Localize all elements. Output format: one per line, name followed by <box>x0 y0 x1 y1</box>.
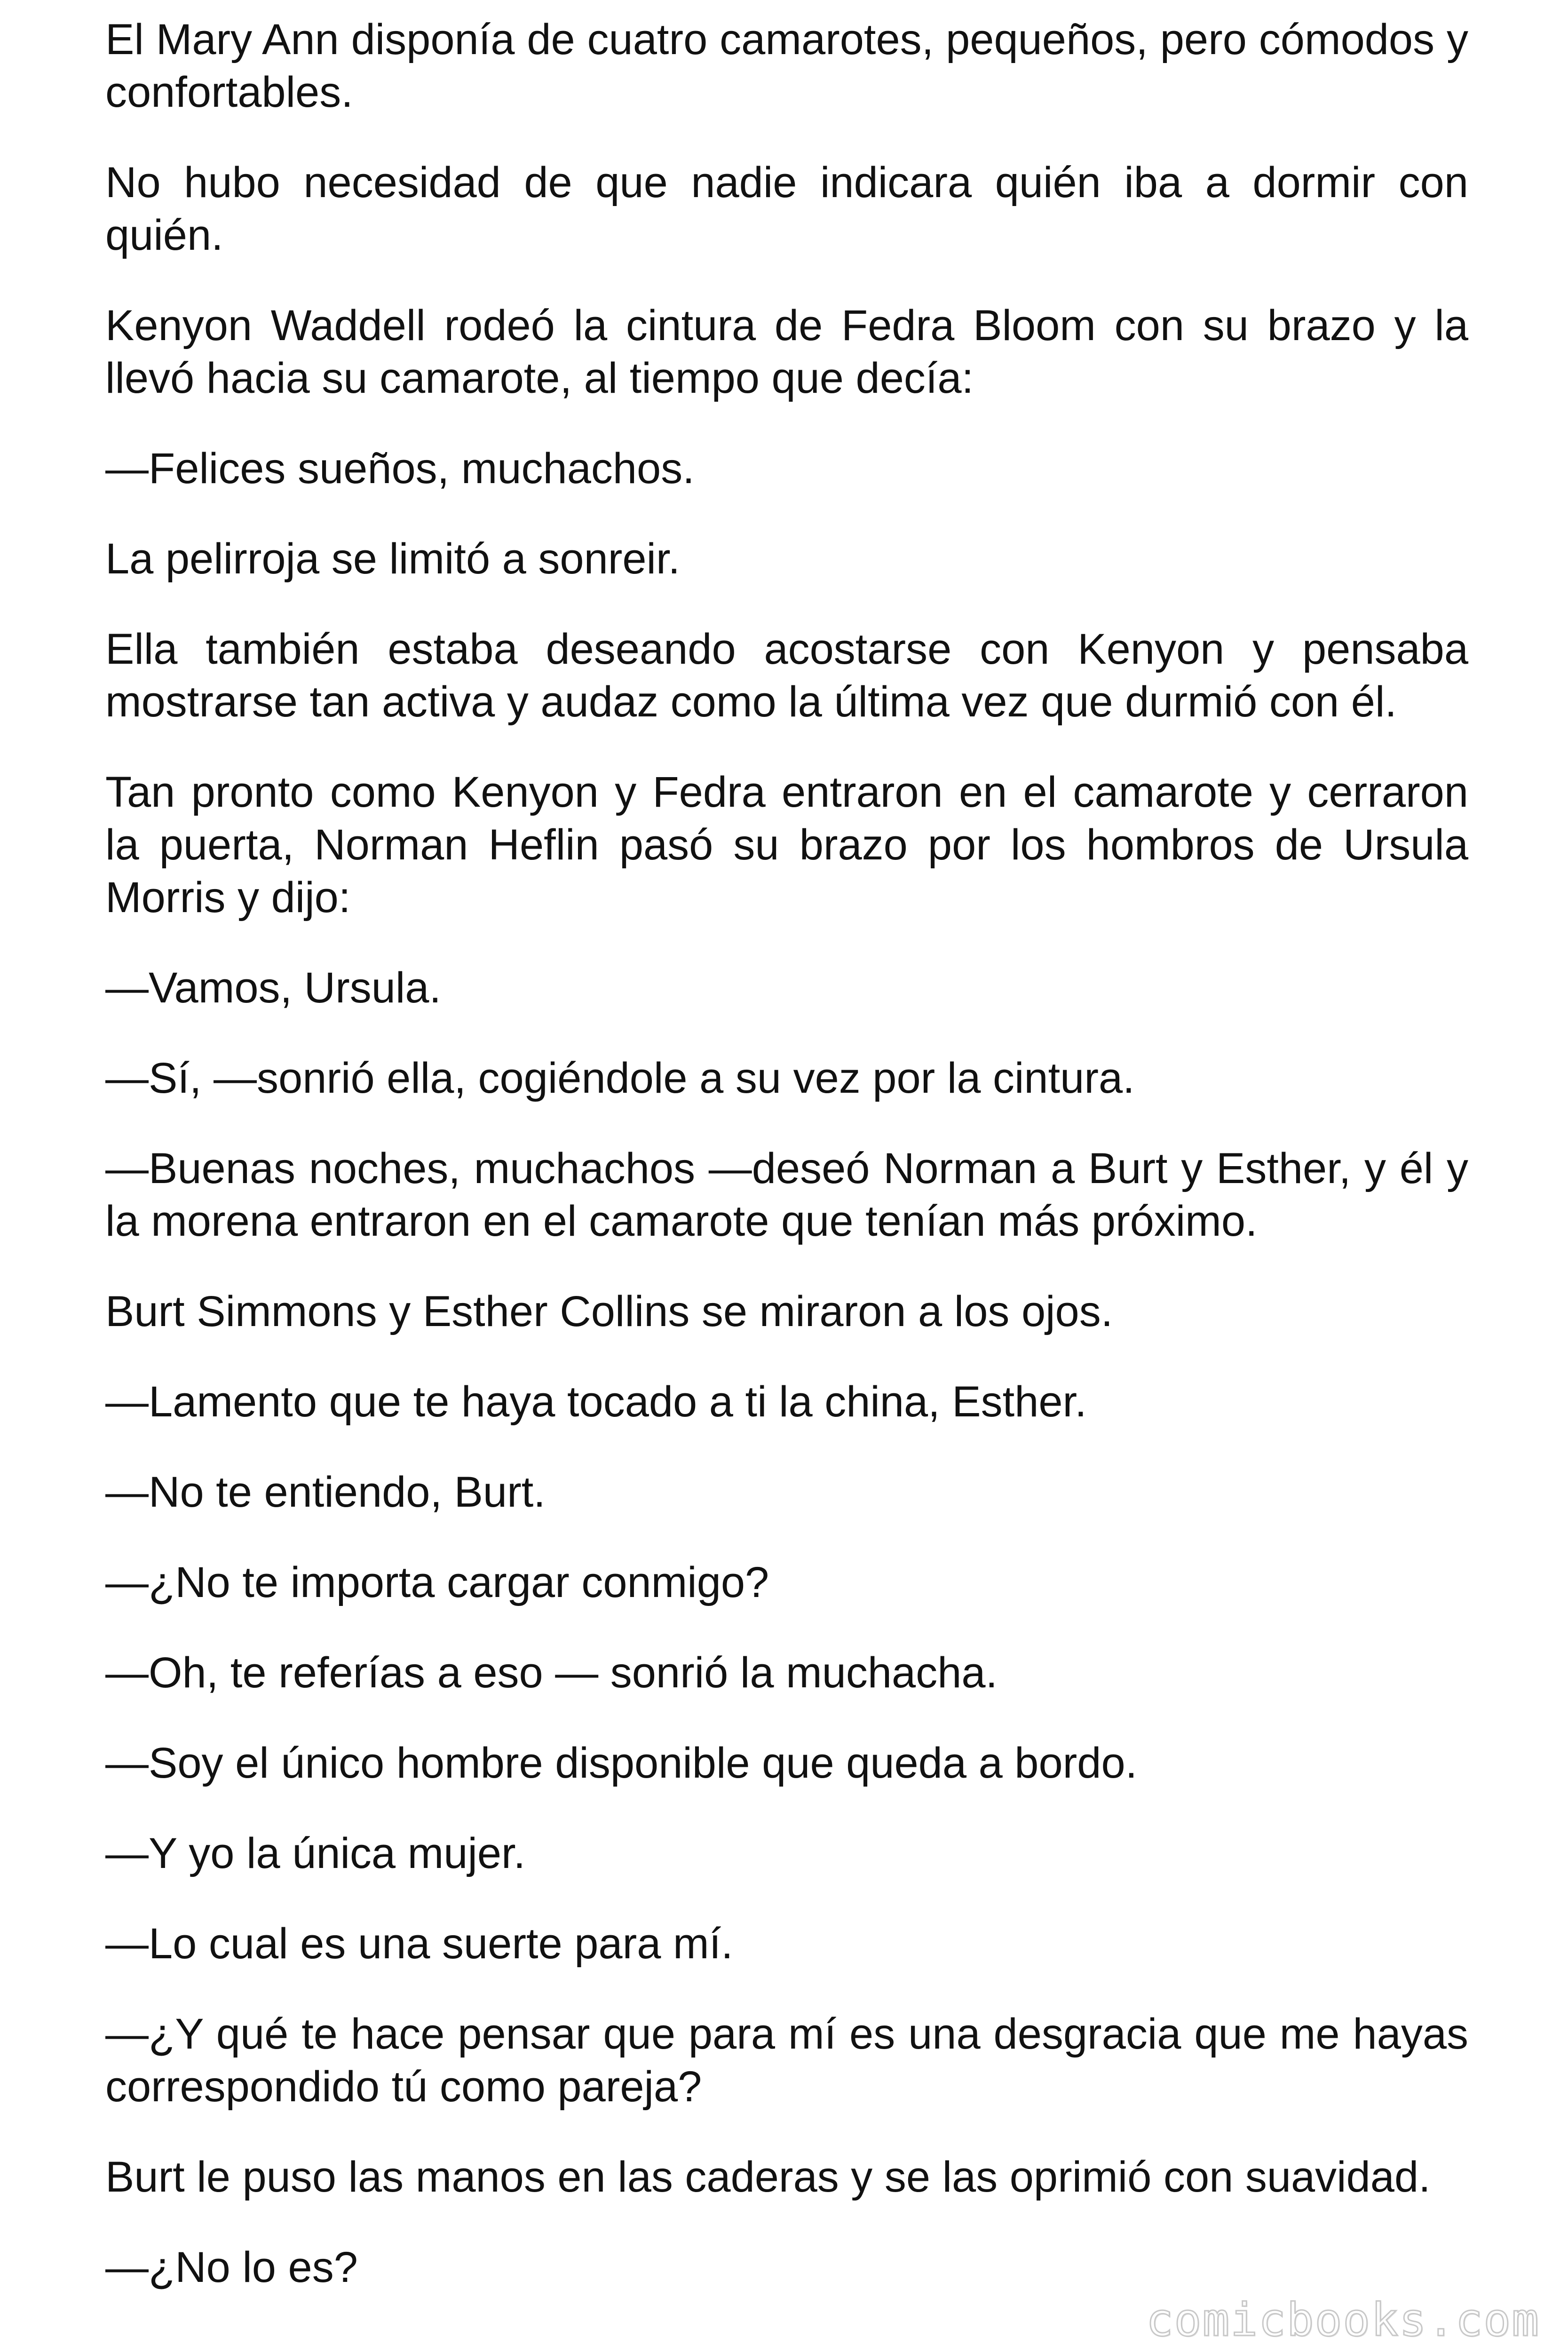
paragraph: El Mary Ann disponía de cuatro camarotes, pequeños, pero cómodos y confortables. <box>105 16 1468 116</box>
paragraph: —Y yo la única mujer. <box>105 1829 526 1877</box>
paragraph: —Soy el único hombre disponible que queda a bordo. <box>105 1739 1138 1787</box>
paragraph: Burt Simmons y Esther Collins se miraron a los ojos. <box>105 1287 1113 1335</box>
paragraph: —¿No te importa cargar conmigo? <box>105 1558 769 1606</box>
paragraph: —Vamos, Ursula. <box>105 964 442 1012</box>
paragraph: —Buenas noches, muchachos —deseó Norman a Burt y Esther, y él y la morena entraron en el camarote que tenían más próximo. <box>105 1144 1468 1245</box>
paragraph: —Lamento que te haya tocado a ti la china, Esther. <box>105 1378 1087 1426</box>
body-text <box>105 13 1468 2331</box>
paragraph: Burt le puso las manos en las caderas y se las oprimió con suavidad. <box>105 2153 1431 2201</box>
watermark: comicbooks.com <box>1146 2294 1540 2346</box>
paragraph: Ella también estaba deseando acostarse con Kenyon y pensaba mostrarse tan activa y audaz como la última vez que durmió con él. <box>105 625 1468 726</box>
paragraph: No hubo necesidad de que nadie indicara quién iba a dormir con quién. <box>105 159 1468 259</box>
paragraph: —Sí, —sonrió ella, cogiéndole a su vez por la cintura. <box>105 1054 1135 1102</box>
paragraph: —¿Y qué te hace pensar que para mí es una desgracia que me hayas correspondido tú como pareja? <box>105 2010 1468 2111</box>
paragraph: —Oh, te referías a eso — sonrió la muchacha. <box>105 1649 998 1697</box>
paragraph: Tan pronto como Kenyon y Fedra entraron en el camarote y cerraron la puerta, Norman Heflin pasó su brazo por los hombros de Ursula Morris y dijo: <box>105 768 1468 922</box>
paragraph: —No te entiendo, Burt. <box>105 1468 546 1516</box>
paragraph: —Lo cual es una suerte para mí. <box>105 1920 733 1968</box>
paragraph: —Felices sueños, muchachos. <box>105 445 695 493</box>
paragraph: Kenyon Waddell rodeó la cintura de Fedra Bloom con su brazo y la llevó hacia su camarote, al tiempo que decía: <box>105 302 1468 402</box>
paragraph: La pelirroja se limitó a sonreir. <box>105 535 681 583</box>
paragraph: —¿No lo es? <box>105 2243 358 2291</box>
